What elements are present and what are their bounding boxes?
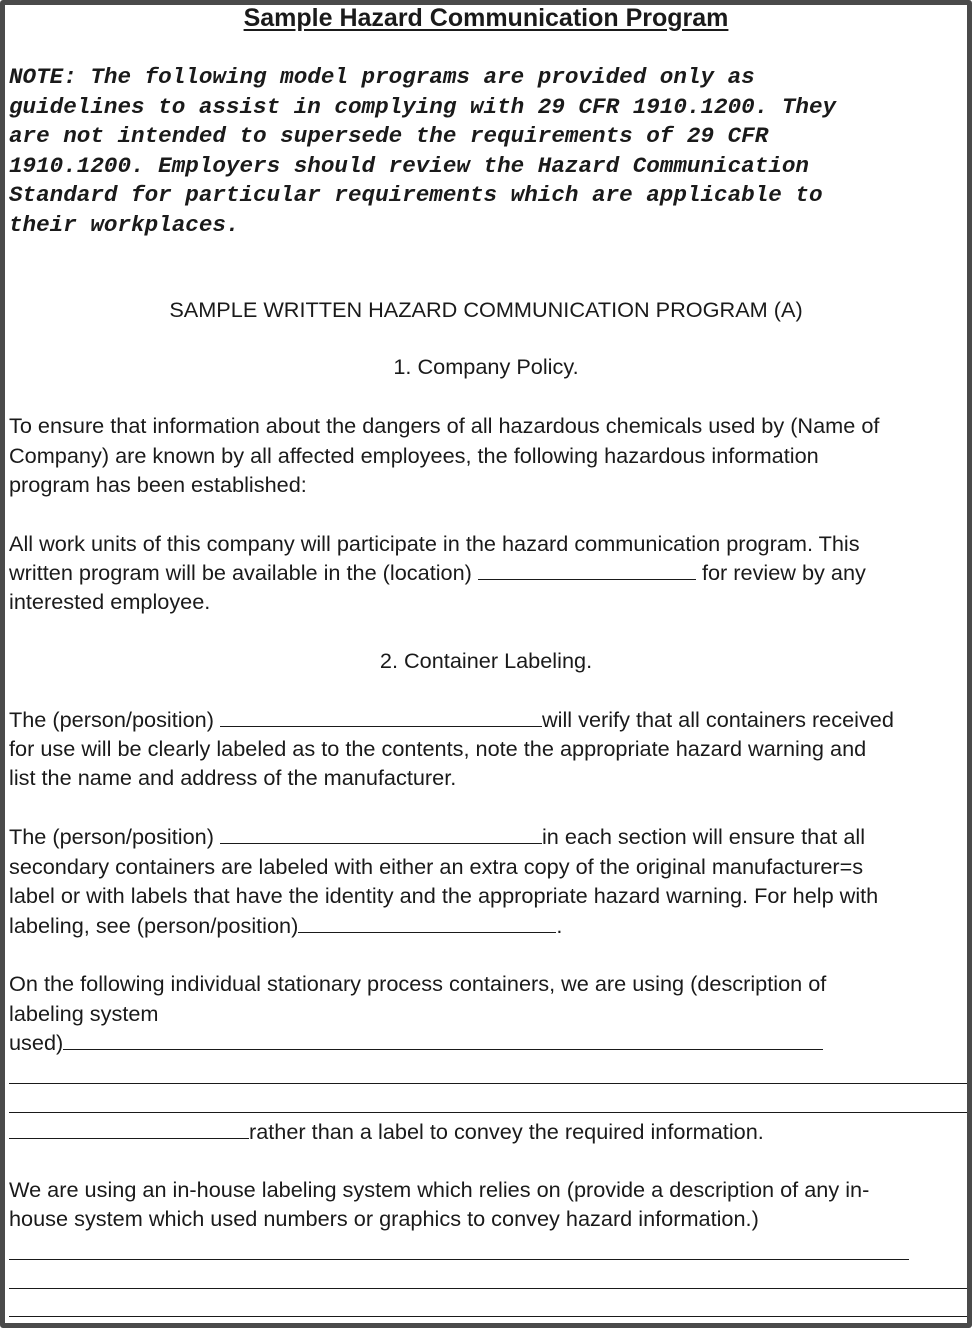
in-house-description-blank-line[interactable] [9,1259,909,1260]
note-line: are not intended to supersede the requirements of 29 CFR [9,123,769,149]
location-blank[interactable] [478,558,696,580]
policy-paragraph-line: Company) are known by all affected employees, the following hazardous information [9,443,819,468]
labeling-system-blank-line[interactable] [9,1112,967,1113]
secondary-labeling-line: The (person/position) in each section will ensure that all [9,824,866,849]
stationary-containers-line: rather than a label to convey the required information. [9,1117,764,1147]
stationary-containers-line: labeling system [9,1001,159,1026]
secondary-labeling-line: labeling, see (person/position) . [9,913,563,938]
labeling-paragraph-line: list the name and address of the manufacturer. [9,765,457,790]
section-2-heading: 2. Container Labeling. [379,648,593,673]
help-person-blank[interactable] [298,911,556,933]
labeling-system-blank-line[interactable] [9,1083,967,1084]
person-position-blank[interactable] [220,822,542,844]
note-line: their workplaces. [9,211,240,238]
policy-paragraph-line: program has been established: [9,472,307,497]
person-position-blank[interactable] [220,705,542,727]
stationary-containers-line: used) [9,1028,823,1058]
labeling-system-blank[interactable] [63,1028,823,1050]
stationary-containers-line: On the following individual stationary process containers, we are using (description of [9,971,827,996]
program-availability-line: All work units of this company will participate in the hazard communication program. This [9,531,860,556]
policy-paragraph-line: To ensure that information about the dangers of all hazardous chemicals used by (Name of [9,413,880,438]
program-availability-line: interested employee. [9,589,211,614]
in-house-system-line: We are using an in-house labeling system which relies on (provide a description of any in- [9,1177,870,1202]
in-house-description-blank-line[interactable] [9,1288,967,1289]
document-title: Sample Hazard Communication Program [243,4,729,32]
secondary-labeling-line: label or with labels that have the identity and the appropriate hazard warning. For help with [9,883,879,908]
note-line: NOTE: The following model programs are provided only as [9,64,755,90]
note-block [9,63,969,240]
secondary-labeling-line: secondary containers are labeled with either an extra copy of the original manufacturer=s [9,854,864,879]
note-line: guidelines to assist in complying with 29 CFR 1910.1200. They [9,93,837,120]
in-house-description-blank-line[interactable] [9,1316,967,1317]
labeling-paragraph-line: The (person/position) will verify that all containers received [9,707,894,732]
program-heading: SAMPLE WRITTEN HAZARD COMMUNICATION PROGRAM (A) [169,297,803,322]
in-house-system-line: house system which used numbers or graphics to convey hazard information.) [9,1206,759,1231]
note-line: 1910.1200. Employers should review the Hazard Communication [9,152,809,179]
note-line: Standard for particular requirements which are applicable to [9,182,823,208]
section-1-heading: 1. Company Policy. [393,354,579,379]
labeling-system-blank[interactable] [9,1117,249,1139]
labeling-paragraph-line: for use will be clearly labeled as to the contents, note the appropriate hazard warning and [9,736,867,761]
program-availability-line: written program will be available in the (location) for review by any [9,560,866,585]
